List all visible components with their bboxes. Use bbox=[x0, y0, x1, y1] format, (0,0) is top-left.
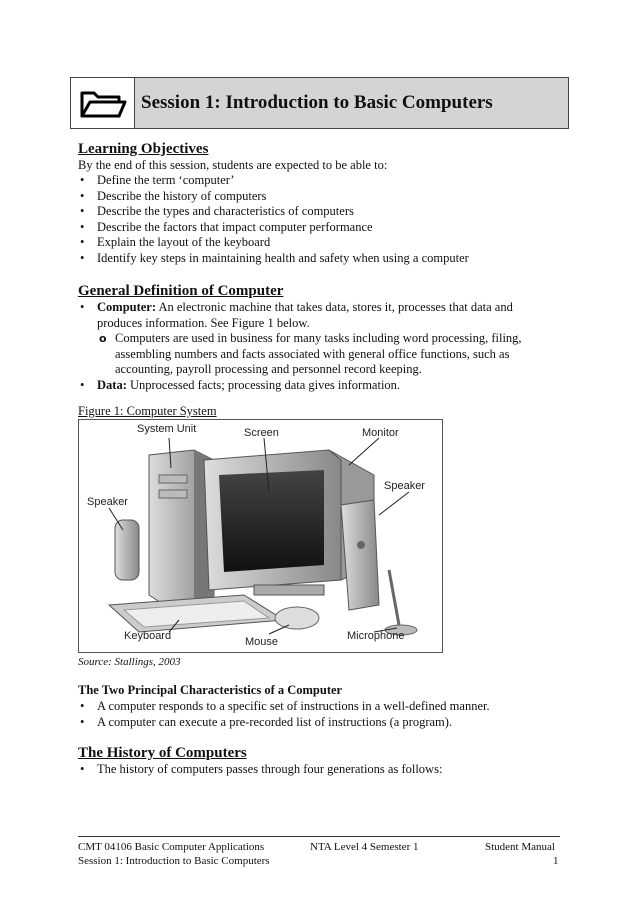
principal-characteristics-heading: The Two Principal Characteristics of a Computer bbox=[78, 683, 343, 697]
learning-objectives-intro: By the end of this session, students are expected to be able to: bbox=[78, 158, 388, 172]
computer-system-figure bbox=[78, 419, 443, 653]
list-item: • Describe the types and characteristics of computers bbox=[80, 204, 354, 218]
list-item: • Computer: An electronic machine that takes data, stores it, processes that data and produces information. See Figure 1 below. o Computers are used in business for many tasks including word processing, filing, assembling numbers and facts associated with general office functions, such as accounting, payroll processing and personnel record keeping. bbox=[78, 300, 548, 378]
footer-divider bbox=[78, 836, 560, 837]
session-title: Session 1: Introduction to Basic Computers bbox=[141, 92, 493, 113]
label-system-unit: System Unit bbox=[137, 423, 197, 435]
list-item: • Define the term ‘computer’ bbox=[80, 173, 235, 187]
figure-caption: Figure 1: Computer System bbox=[78, 404, 217, 418]
label-mouse: Mouse bbox=[245, 636, 279, 648]
folder-icon bbox=[71, 78, 135, 128]
label-monitor: Monitor bbox=[362, 427, 399, 439]
footer-session: Session 1: Introduction to Basic Computers bbox=[78, 855, 270, 867]
computer-term: Computer: bbox=[97, 300, 157, 314]
list-item: • A computer can execute a pre-recorded list of instructions (a program). bbox=[80, 714, 453, 729]
figure-source: Source: Stallings, 2003 bbox=[78, 656, 181, 668]
label-screen: Screen bbox=[244, 427, 279, 439]
learning-objectives-list bbox=[78, 173, 548, 266]
list-item: • The history of computers passes through four generations as follows: bbox=[80, 762, 443, 776]
learning-objectives-heading: Learning Objectives bbox=[78, 141, 209, 157]
list-item: • Describe the history of computers bbox=[80, 188, 267, 203]
label-speaker-right: Speaker bbox=[384, 480, 425, 492]
data-term: Data: bbox=[97, 377, 127, 392]
computer-illustration bbox=[79, 420, 442, 652]
list-item: • Identify key steps in maintaining health and safety when using a computer bbox=[80, 250, 469, 265]
sub-list-item: o Computers are used in business for many tasks including word processing, filing, assembling numbers and facts associated with general office functions, such as accounting, payroll processing and personnel record keeping. bbox=[99, 331, 522, 376]
footer-manual: Student Manual bbox=[485, 841, 555, 853]
footer-course: CMT 04106 Basic Computer Applications bbox=[78, 841, 265, 853]
list-item: • Explain the layout of the keyboard bbox=[80, 235, 271, 249]
footer-level: NTA Level 4 Semester 1 bbox=[310, 841, 419, 853]
label-microphone: Microphone bbox=[347, 630, 405, 642]
history-list bbox=[78, 762, 548, 778]
general-definition-heading: General Definition of Computer bbox=[78, 283, 284, 299]
list-item: • Describe the factors that impact computer performance bbox=[80, 219, 373, 234]
list-item: • Data: Unprocessed facts; processing data gives information. bbox=[80, 377, 401, 392]
session-title-box bbox=[70, 77, 569, 129]
label-speaker-left: Speaker bbox=[87, 496, 128, 508]
label-keyboard: Keyboard bbox=[124, 630, 172, 642]
list-item: • A computer responds to a specific set of instructions in a well-defined manner. bbox=[80, 699, 490, 713]
history-heading: The History of Computers bbox=[78, 745, 247, 761]
general-definition-list bbox=[78, 300, 548, 393]
principal-characteristics-list bbox=[78, 699, 548, 730]
page-number: 1 bbox=[553, 855, 559, 867]
